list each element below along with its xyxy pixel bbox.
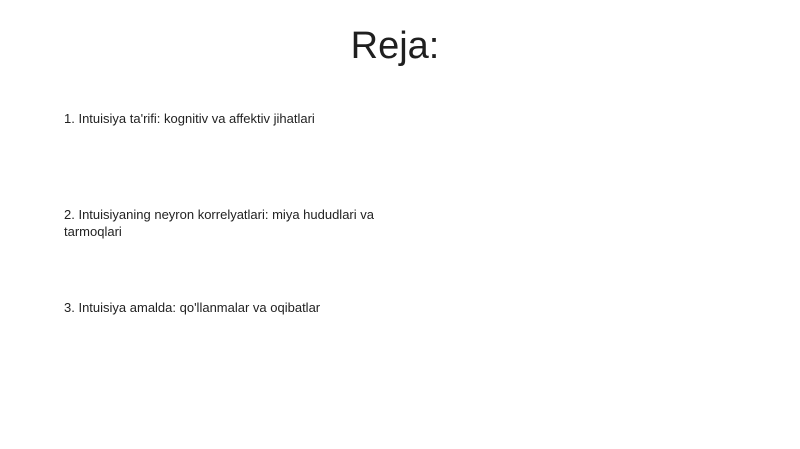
slide-title: Reja: [350, 25, 440, 67]
plan-item-3: 3. Intuisiya amalda: qo'llanmalar va oqibatlar [64, 300, 321, 315]
plan-item-2: 2. Intuisiyaning neyron korrelyatlari: miya hududlari va tarmoqlari [64, 207, 374, 239]
plan-item-1: 1. Intuisiya ta'rifi: kognitiv va affektiv jihatlari [64, 111, 315, 126]
